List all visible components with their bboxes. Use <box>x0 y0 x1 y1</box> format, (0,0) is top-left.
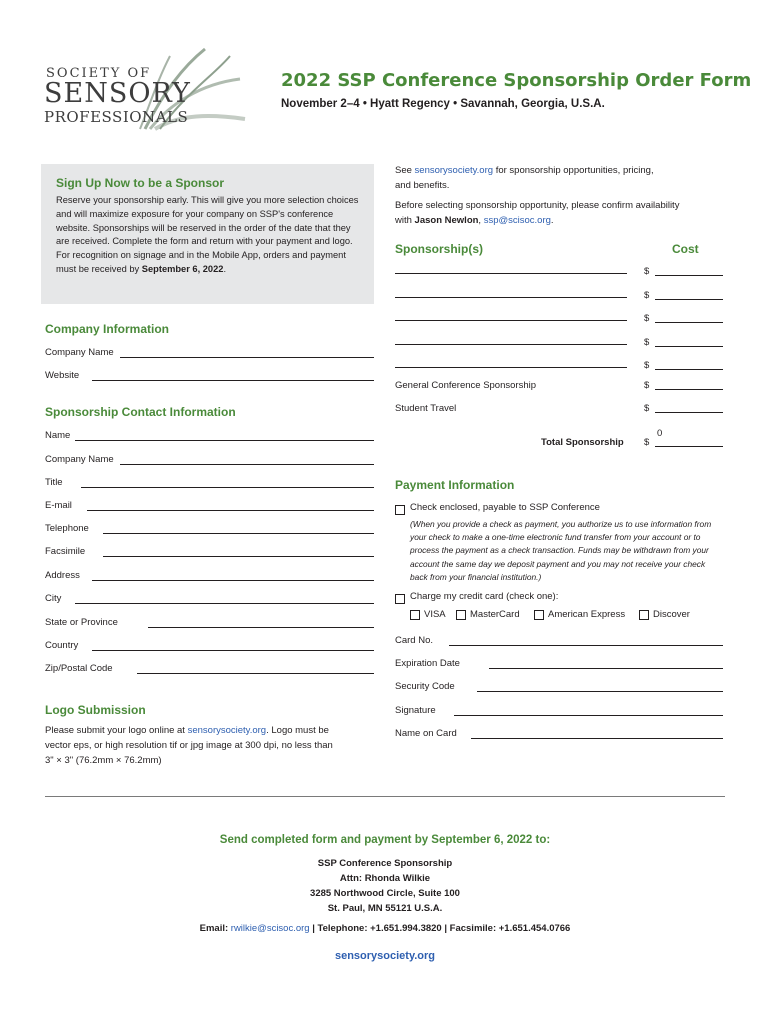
total-dollar-sign: $ <box>644 437 650 448</box>
cost-input[interactable] <box>655 275 723 276</box>
intro-see-label: See <box>395 165 412 176</box>
cost-col-header: Cost <box>672 242 699 256</box>
cost-input[interactable] <box>655 412 723 413</box>
footer-divider <box>45 796 725 797</box>
contact-field-input[interactable] <box>120 464 374 465</box>
total-sponsorship-label: Total Sponsorship <box>541 437 624 448</box>
card-option-checkbox[interactable] <box>456 610 466 620</box>
company-field-input[interactable] <box>92 380 374 381</box>
payment-field-input[interactable] <box>471 738 723 739</box>
intro-before-text: Before selecting sponsorship opportunity, please confirm availability <box>395 200 680 211</box>
logo-line-1: SOCIETY OF <box>46 66 152 81</box>
intro-before <box>395 198 725 228</box>
check-note: (When you provide a check as payment, you authorize us to use information from your check to make a one-time electronic fund transfer from your account or to process the payment as a check transaction. Funds may be withdrawn from your account the same day we deposit payment and you may not receive your check back from your financial institution.) <box>410 519 712 582</box>
intro-contact-name: Jason Newlon <box>414 215 479 226</box>
payment-field-label: Name on Card <box>395 728 457 739</box>
cost-input[interactable] <box>655 369 723 370</box>
logo-submission-link[interactable]: sensorysociety.org <box>187 725 267 736</box>
ssp-logo <box>40 44 250 134</box>
intro-see-rest: for sponsorship opportunities, pricing, <box>495 165 654 176</box>
contact-field-input[interactable] <box>75 440 374 441</box>
cost-dollar-sign: $ <box>644 313 650 324</box>
logo-submission-text1: Please submit your logo online at <box>45 725 185 736</box>
footer-contact <box>0 923 770 934</box>
contact-field-label: Country <box>45 640 79 651</box>
footer-addr-4: St. Paul, MN 55121 U.S.A. <box>327 903 443 914</box>
page-title: 2022 SSP Conference Sponsorship Order Form <box>281 70 752 91</box>
student-travel-label: Student Travel <box>395 403 457 414</box>
sponsor-deadline: September 6, 2022 <box>141 263 224 274</box>
contact-field-label: Name <box>45 430 71 441</box>
contact-field-label: Title <box>45 477 63 488</box>
contact-field-label: Company Name <box>45 454 114 465</box>
contact-field-input[interactable] <box>92 580 374 581</box>
contact-field-input[interactable] <box>75 603 374 604</box>
company-field-label: Website <box>45 370 80 381</box>
cost-dollar-sign: $ <box>644 266 650 277</box>
cost-dollar-sign: $ <box>644 360 650 371</box>
contact-field-label: State or Province <box>45 617 118 628</box>
cost-input[interactable] <box>655 322 723 323</box>
sponsor-deadline-period: . <box>223 263 227 274</box>
footer-phone-fax: | Telephone: +1.651.994.3820 | Facsimile: +1.651.454.0766 <box>312 923 571 934</box>
logo-submission-text <box>45 723 375 768</box>
credit-card-checkbox[interactable] <box>395 591 405 609</box>
check-enclosed-label: Check enclosed, payable to SSP Conference <box>410 502 600 513</box>
logo-line-2: SENSORY <box>44 78 191 109</box>
logo-submission-heading: Logo Submission <box>45 703 146 717</box>
intro-see-rest2: and benefits. <box>395 180 450 191</box>
payment-field-input[interactable] <box>489 668 724 669</box>
page-subtitle: November 2–4 • Hyatt Regency • Savannah, Georgia, U.S.A. <box>281 98 605 110</box>
footer-email-link[interactable]: rwilkie@scisoc.org <box>230 923 310 934</box>
logo-submission-text3: vector eps, or high resolution tif or jpg image at 300 dpi, no less than <box>45 740 333 751</box>
contact-field-input[interactable] <box>148 627 374 628</box>
logo-line-3: PROFESSIONALS <box>44 108 189 126</box>
payment-field-label: Security Code <box>395 681 455 692</box>
company-field-input[interactable] <box>120 357 374 358</box>
contact-field-input[interactable] <box>137 673 374 674</box>
company-info-heading: Company Information <box>45 322 170 336</box>
card-option-label: VISA <box>424 609 446 620</box>
card-option-checkbox[interactable] <box>534 610 544 620</box>
sponsorship-name-input[interactable] <box>395 367 627 368</box>
cost-input[interactable] <box>655 299 723 300</box>
card-option-checkbox[interactable] <box>410 610 420 620</box>
contact-field-input[interactable] <box>103 533 374 534</box>
sponsorship-name-input[interactable] <box>395 344 627 345</box>
credit-card-label: Charge my credit card (check one): <box>410 591 559 602</box>
contact-field-label: Telephone <box>45 523 89 534</box>
footer-addr-2: Attn: Rhonda Wilkie <box>339 873 431 884</box>
cost-dollar-sign: $ <box>644 403 650 414</box>
contact-field-label: Facsimile <box>45 546 86 557</box>
logo-submission-text2: . Logo must be <box>266 725 329 736</box>
footer-addr-1: SSP Conference Sponsorship <box>317 858 453 869</box>
general-sponsorship-label: General Conference Sponsorship <box>395 380 537 391</box>
contact-field-label: Zip/Postal Code <box>45 663 113 674</box>
contact-field-label: Address <box>45 570 80 581</box>
payment-field-label: Signature <box>395 705 436 716</box>
footer-address <box>0 856 770 916</box>
payment-field-input[interactable] <box>454 715 723 716</box>
contact-field-label: E-mail <box>45 500 72 511</box>
card-option-checkbox[interactable] <box>639 610 649 620</box>
contact-field-input[interactable] <box>92 650 374 651</box>
payment-field-input[interactable] <box>449 645 723 646</box>
cost-dollar-sign: $ <box>644 380 650 391</box>
company-field-label: Company Name <box>45 347 114 358</box>
contact-field-label: City <box>45 593 62 604</box>
contact-field-input[interactable] <box>81 487 374 488</box>
check-enclosed-checkbox[interactable] <box>395 502 405 520</box>
intro-contact-email[interactable]: ssp@scisoc.org <box>483 215 551 226</box>
contact-field-input[interactable] <box>87 510 374 511</box>
card-option-label: American Express <box>548 609 626 620</box>
cost-input[interactable] <box>655 346 723 347</box>
card-option-label: MasterCard <box>470 609 520 620</box>
cost-dollar-sign: $ <box>644 290 650 301</box>
sponsor-box-heading: Sign Up Now to be a Sponsor <box>56 176 224 190</box>
payment-field-label: Card No. <box>395 635 434 646</box>
sponsorship-name-input[interactable] <box>395 297 627 298</box>
total-value: 0 <box>657 428 663 439</box>
intro-with: with <box>395 215 412 226</box>
sponsorship-name-input[interactable] <box>395 273 627 274</box>
sponsor-box-body <box>56 194 366 277</box>
payment-field-label: Expiration Date <box>395 658 460 669</box>
cost-input[interactable] <box>655 389 723 390</box>
intro-site-link[interactable]: sensorysociety.org <box>414 165 494 176</box>
intro-comma: , <box>478 215 482 226</box>
cost-dollar-sign: $ <box>644 337 650 348</box>
footer-addr-3: 3285 Northwood Circle, Suite 100 <box>310 888 460 899</box>
payment-info-heading: Payment Information <box>395 478 515 492</box>
intro-see <box>395 163 725 193</box>
footer-email-label: Email: <box>199 923 229 934</box>
contact-field-input[interactable] <box>103 556 374 557</box>
intro-end: . <box>550 215 554 226</box>
footer-site-link[interactable]: sensorysociety.org <box>334 950 436 962</box>
sponsorship-name-input[interactable] <box>395 320 627 321</box>
sponsor-box-text: Reserve your sponsorship early. This will give you more selection choices and will maximize exposure for your company on SSP's conference website. Sponsorships will be reserved in the order of the date that they are received. Complete the form and return with your payment and logo. For recognition on signage and in the Mobile App, orders and payment must be received by <box>56 195 359 274</box>
footer-send: Send completed form and payment by September 6, 2022 to: <box>219 834 551 846</box>
sponsorships-col-header: Sponsorship(s) <box>395 242 484 256</box>
payment-field-input[interactable] <box>477 691 723 692</box>
card-option-label: Discover <box>653 609 690 620</box>
sponsor-info-box <box>41 164 374 304</box>
contact-info-heading: Sponsorship Contact Information <box>45 405 236 419</box>
logo-submission-text4: 3" × 3" (76.2mm × 76.2mm) <box>45 755 162 766</box>
total-input[interactable] <box>655 446 723 447</box>
